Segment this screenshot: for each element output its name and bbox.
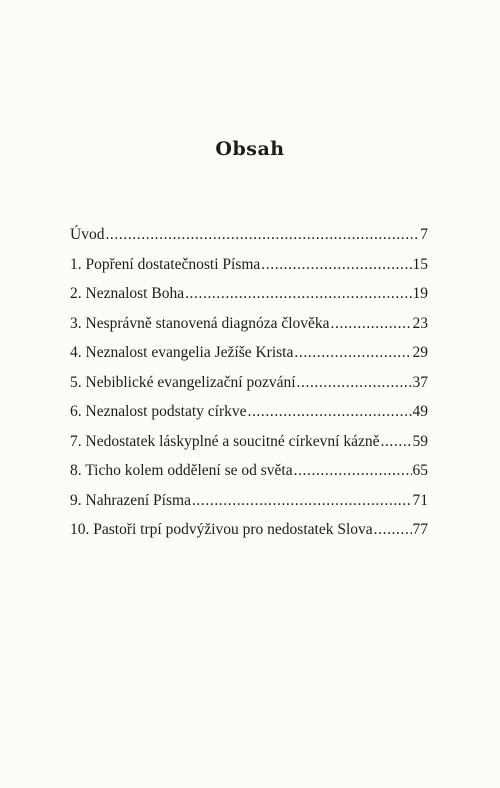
toc-entry-title: 1. Popření dostatečnosti Písma [70, 255, 261, 273]
toc-entry [70, 403, 428, 433]
toc-entry [70, 521, 428, 551]
toc-entry-title: Úvod [70, 226, 105, 243]
toc-entry [70, 315, 428, 345]
toc-entry [70, 374, 428, 404]
toc-entry [70, 492, 428, 522]
toc-entry-title: 8. Ticho kolem oddělení se od světa [70, 462, 293, 479]
toc-entry-title: 5. Nebiblické evangelizační pozvání [70, 373, 296, 391]
dot-leader [261, 256, 411, 274]
toc-entry-title: 4. Neznalost evangelia Ježíše Krista [70, 344, 294, 361]
dot-leader [380, 433, 411, 451]
dot-leader [185, 285, 411, 303]
toc-entry-title: 6. Neznalost podstaty církve [70, 403, 247, 420]
toc-page-number: 71 [412, 491, 428, 509]
dot-leader [374, 521, 412, 539]
dot-leader [294, 462, 412, 480]
toc-entry [70, 226, 428, 256]
toc-entry [70, 256, 428, 286]
toc-page-number: 29 [412, 344, 428, 361]
toc-page-number: 59 [412, 432, 428, 450]
toc-page-number: 15 [412, 255, 428, 273]
dot-leader [105, 226, 419, 244]
dot-leader [331, 315, 412, 333]
toc-page-number: 37 [412, 373, 428, 391]
toc-entry [70, 462, 428, 492]
toc-page-number: 77 [412, 521, 428, 538]
toc-page-number: 65 [412, 462, 428, 479]
toc-page-number: 19 [412, 285, 428, 302]
toc-entry-title: 9. Nahrazení Písma [70, 491, 191, 509]
toc-entry-title: 10. Pastoři trpí podvýživou pro nedostatek Slova [70, 521, 373, 538]
toc-entry [70, 433, 428, 463]
toc-entry-title: 3. Nesprávně stanovená diagnóza člověka [70, 314, 330, 332]
dot-leader [247, 403, 411, 421]
toc-entry-title: 7. Nedostatek láskyplné a soucitné církevní kázně [70, 432, 380, 450]
dot-leader [192, 492, 412, 510]
toc-entry [70, 285, 428, 315]
toc-page-number: 49 [412, 403, 428, 420]
toc-page-number: 7 [420, 226, 428, 243]
table-of-contents [70, 226, 428, 551]
toc-entry [70, 344, 428, 374]
dot-leader [294, 344, 411, 362]
page-title: Obsah [215, 138, 285, 160]
toc-page-number: 23 [412, 314, 428, 332]
dot-leader [297, 374, 412, 392]
toc-entry-title: 2. Neznalost Boha [70, 285, 185, 302]
